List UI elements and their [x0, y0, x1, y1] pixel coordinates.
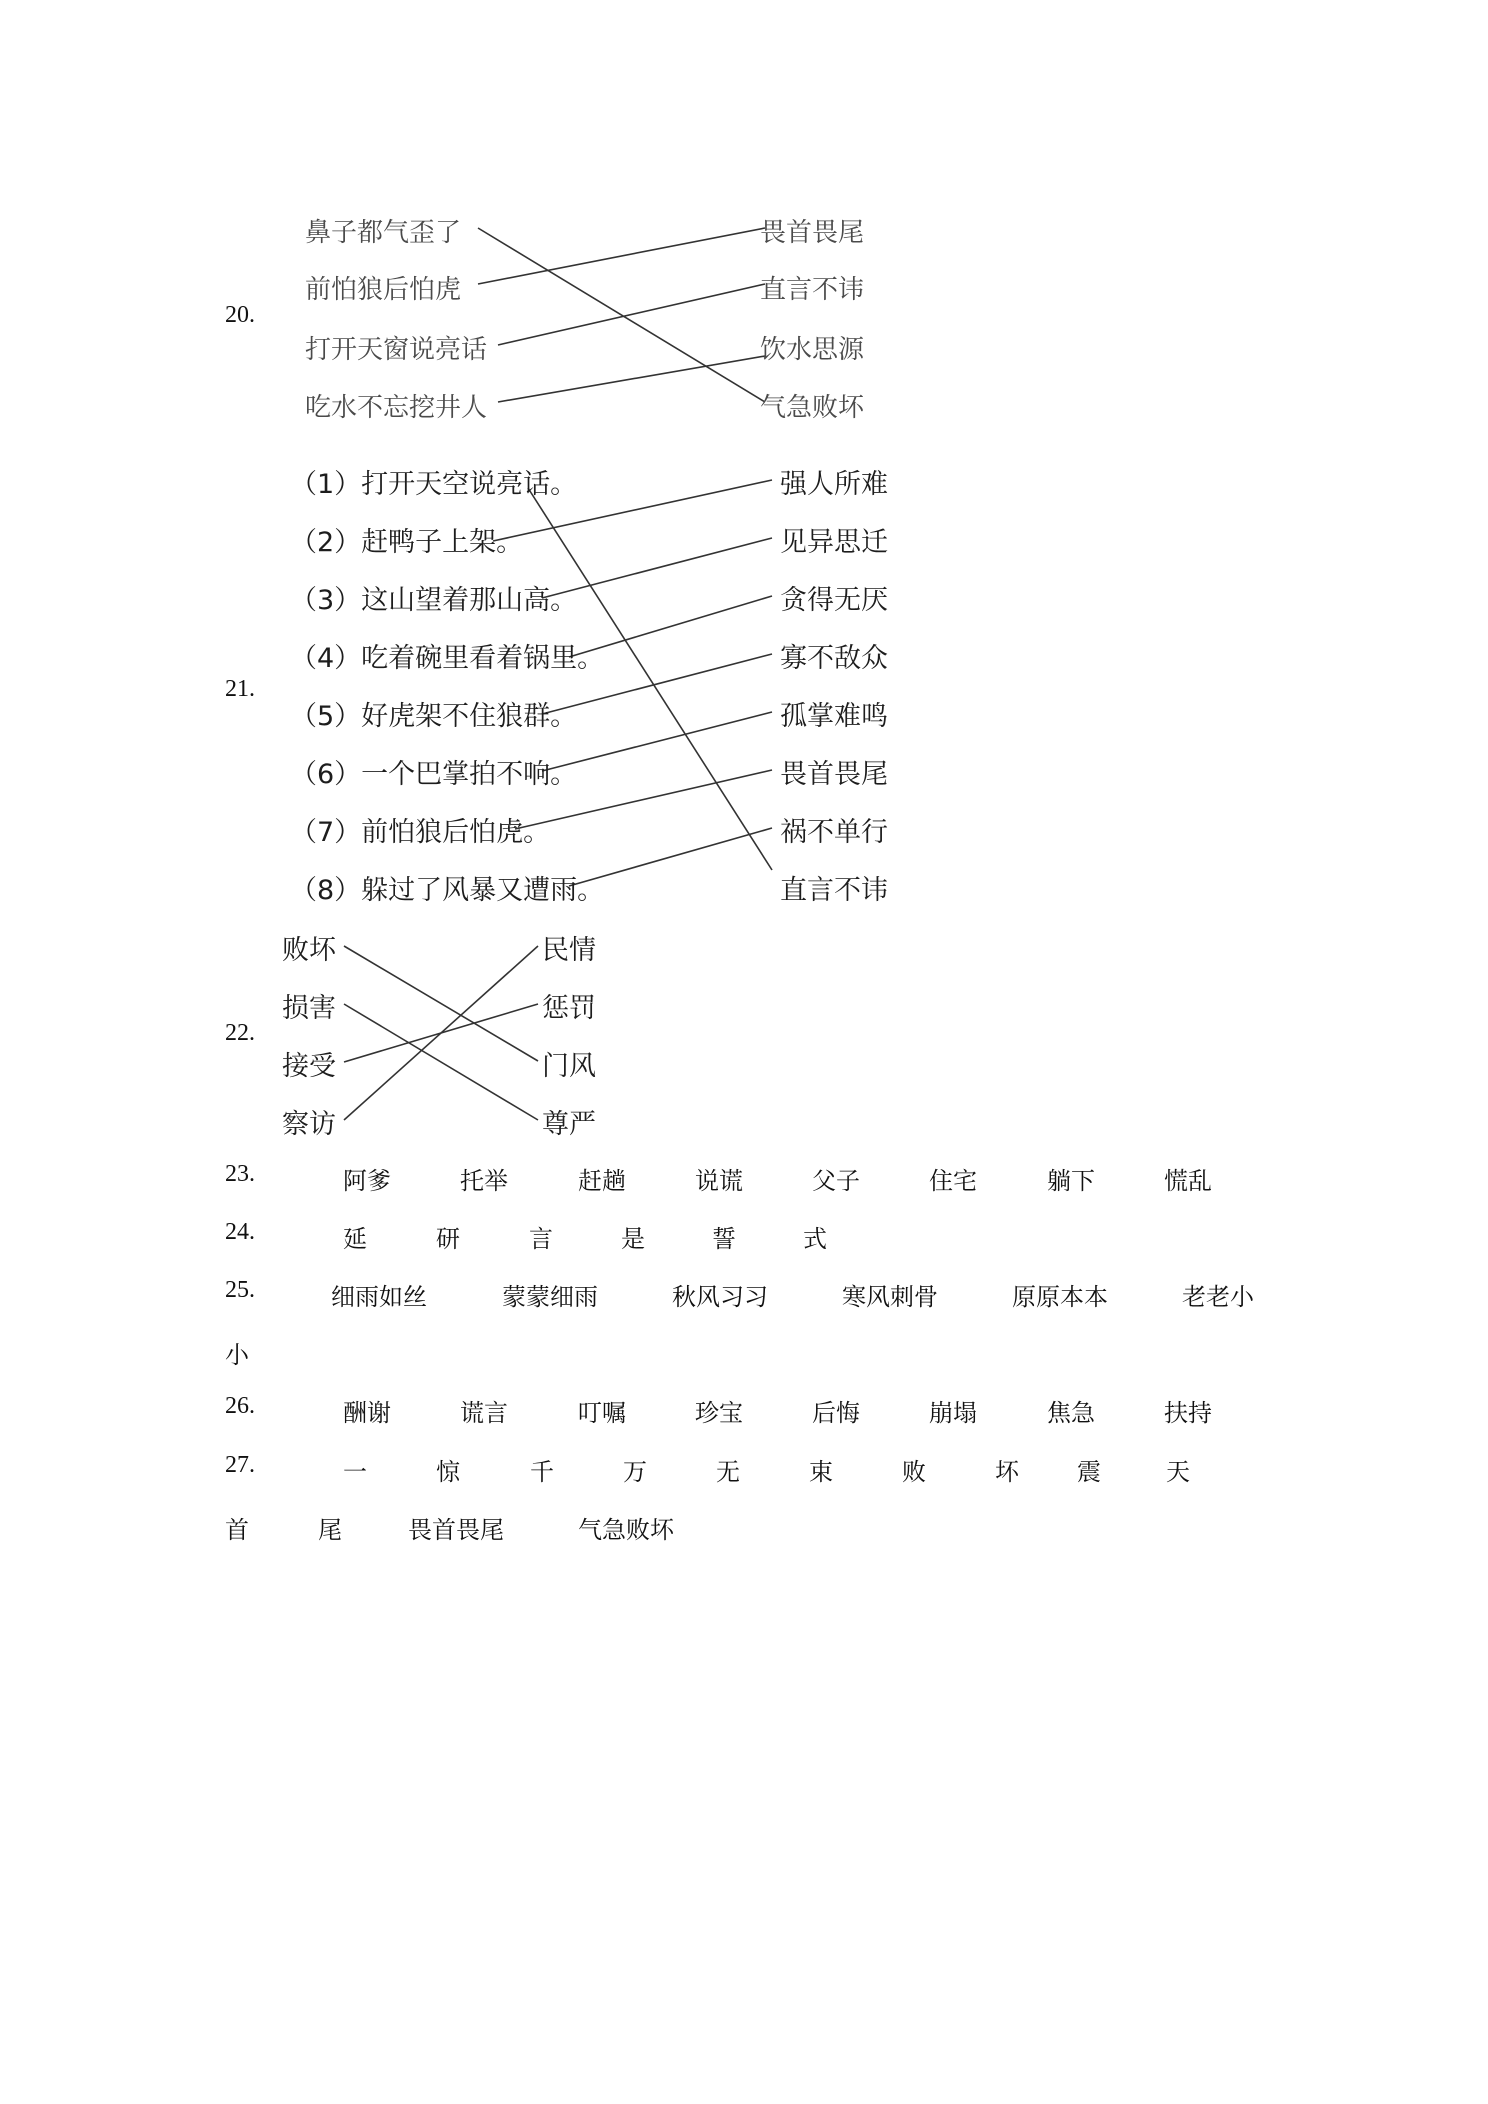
q22-left-3: 接受	[282, 1051, 336, 1082]
q25-wrap: 小	[225, 1341, 249, 1369]
q21-left-2: （2）赶鸭子上架。	[290, 527, 524, 558]
q20-left-2: 前怕狼后怕虎	[305, 275, 462, 305]
q20-right-3: 饮水思源	[760, 335, 865, 365]
q22-right-4: 尊严	[542, 1109, 596, 1140]
q21-right-6: 畏首畏尾	[780, 759, 888, 790]
q22-left-1: 败坏	[282, 935, 336, 966]
q22-left-4: 察访	[282, 1109, 336, 1140]
q21-right-4: 寡不敌众	[780, 643, 888, 674]
q20-number: 20.	[225, 302, 255, 328]
q27-word-5: 无	[716, 1458, 740, 1486]
q23-word-4: 说谎	[695, 1167, 743, 1195]
q23-word-2: 托举	[460, 1167, 508, 1195]
q24-word-4: 是	[621, 1225, 645, 1253]
q25-word-4: 寒风刺骨	[842, 1283, 938, 1311]
q26-word-5: 后悔	[812, 1399, 860, 1427]
q25-word-6: 老老小	[1182, 1283, 1254, 1311]
q21-line-1-8	[528, 488, 772, 870]
q24-word-3: 言	[529, 1225, 553, 1253]
q22-number: 22.	[225, 1020, 255, 1046]
q27-line2-word-4: 气急败坏	[578, 1516, 674, 1544]
q22-line-1-3	[344, 946, 538, 1061]
q25-word-1: 细雨如丝	[331, 1283, 427, 1311]
q21-left-6: （6）一个巴掌拍不响。	[290, 759, 578, 790]
q20-right-1: 畏首畏尾	[760, 218, 865, 248]
q25-word-5: 原原本本	[1012, 1283, 1108, 1311]
q25-number: 25.	[225, 1277, 255, 1303]
q27-word-10: 天	[1166, 1458, 1190, 1486]
q23-number: 23.	[225, 1161, 255, 1187]
q26-word-3: 叮嘱	[578, 1399, 626, 1427]
q26-word-4: 珍宝	[695, 1399, 743, 1427]
q21-right-8: 直言不讳	[780, 875, 888, 906]
q21-left-5: （5）好虎架不住狼群。	[290, 701, 578, 732]
q23-word-8: 慌乱	[1164, 1167, 1212, 1195]
q22-line-2-4	[344, 1004, 538, 1120]
q24-word-5: 誓	[712, 1225, 736, 1253]
q21-right-5: 孤掌难鸣	[780, 701, 888, 732]
q23-word-3: 赶趟	[578, 1167, 626, 1195]
q22-right-1: 民情	[542, 935, 596, 966]
q20-line-3-2	[498, 284, 765, 345]
q24-word-6: 式	[803, 1225, 827, 1253]
q23-word-1: 阿爹	[343, 1167, 391, 1195]
q26-word-7: 焦急	[1047, 1399, 1095, 1427]
q27-word-8: 坏	[995, 1458, 1019, 1486]
q21-left-1: （1）打开天空说亮话。	[290, 469, 578, 500]
q26-word-8: 扶持	[1164, 1399, 1212, 1427]
q26-word-1: 酬谢	[343, 1399, 391, 1427]
q22-left-2: 损害	[282, 993, 336, 1024]
q24-number: 24.	[225, 1219, 255, 1245]
q20-left-3: 打开天窗说亮话	[305, 335, 488, 365]
q27-word-1: 一	[343, 1458, 367, 1486]
q20-right-2: 直言不讳	[760, 275, 865, 305]
q27-word-4: 万	[623, 1458, 647, 1486]
q26-word-6: 崩塌	[929, 1399, 977, 1427]
q27-line2-word-2: 尾	[318, 1516, 342, 1544]
q27-word-2: 惊	[436, 1458, 460, 1486]
q21-right-1: 强人所难	[780, 469, 888, 500]
q20-line-1-4	[478, 228, 765, 402]
q20-line-2-1	[478, 228, 765, 284]
q21-right-7: 祸不单行	[780, 817, 888, 848]
q27-word-3: 千	[530, 1458, 554, 1486]
q20-right-4: 气急败坏	[760, 393, 865, 423]
q22-right-3: 门风	[542, 1051, 596, 1082]
q20-left-1: 鼻子都气歪了	[305, 218, 462, 248]
q21-right-3: 贪得无厌	[780, 585, 888, 616]
q24-word-1: 延	[343, 1225, 367, 1253]
q22-right-2: 惩罚	[542, 993, 596, 1024]
q27-word-9: 震	[1077, 1458, 1101, 1486]
q25-word-2: 蒙蒙细雨	[502, 1283, 598, 1311]
q23-word-7: 躺下	[1047, 1167, 1095, 1195]
q21-left-8: （8）躲过了风暴又遭雨。	[290, 875, 605, 906]
q26-number: 26.	[225, 1393, 255, 1419]
q25-word-3: 秋风习习	[672, 1283, 768, 1311]
q27-word-6: 束	[809, 1458, 833, 1486]
q24-word-2: 研	[436, 1225, 460, 1253]
q21-right-2: 见异思迁	[780, 527, 888, 558]
q27-word-7: 败	[902, 1458, 926, 1486]
q20-left-4: 吃水不忘挖井人	[305, 393, 488, 423]
q27-line2-word-1: 首	[225, 1516, 249, 1544]
q20-line-4-3	[498, 356, 765, 402]
q27-number: 27.	[225, 1452, 255, 1478]
q21-left-7: （7）前怕狼后怕虎。	[290, 817, 551, 848]
q23-word-5: 父子	[812, 1167, 860, 1195]
q26-word-2: 谎言	[460, 1399, 508, 1427]
q22-line-4-1	[344, 946, 538, 1120]
q23-word-6: 住宅	[929, 1167, 977, 1195]
q21-number: 21.	[225, 676, 255, 702]
q21-left-3: （3）这山望着那山高。	[290, 585, 578, 616]
q27-line2-word-3: 畏首畏尾	[408, 1516, 504, 1544]
q21-left-4: （4）吃着碗里看着锅里。	[290, 643, 605, 674]
